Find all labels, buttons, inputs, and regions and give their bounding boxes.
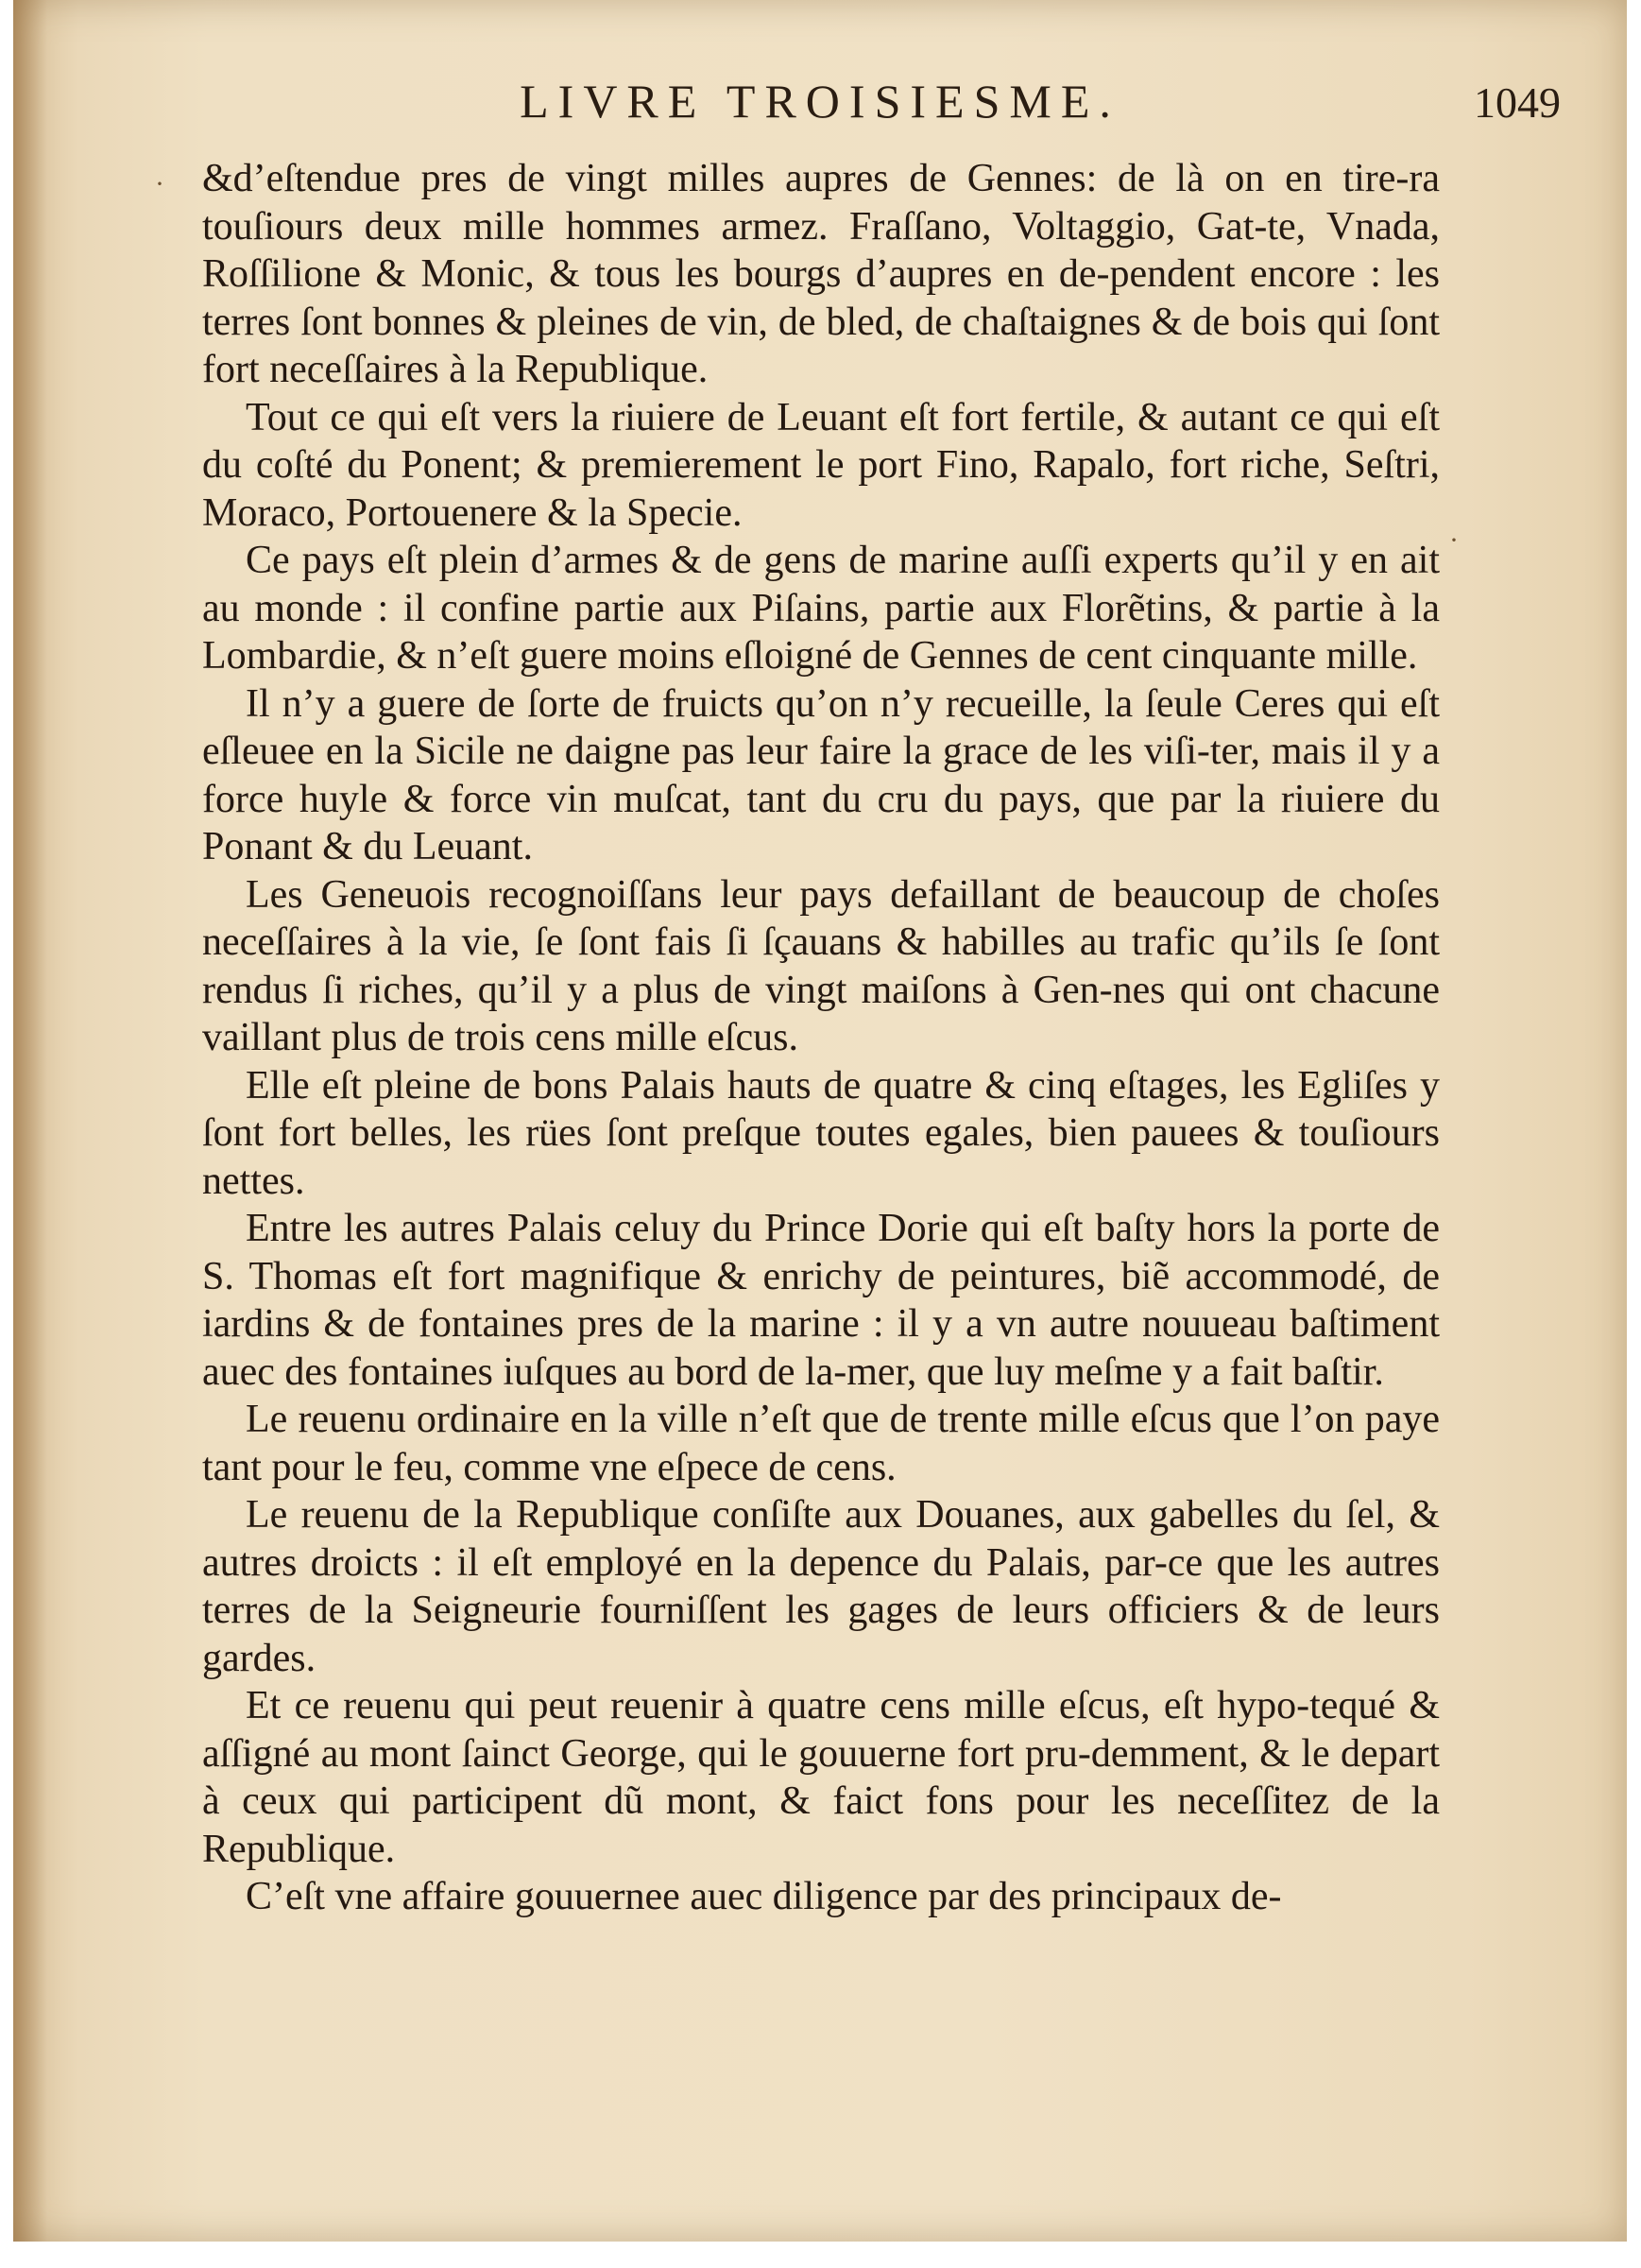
paragraph: C’eſt vne affaire gouuernee auec diligence par des principaux de- [246, 1875, 1282, 1918]
paragraph: Les Geneuois recognoiſſans leur pays defaillant de beaucoup de choſes neceſſaires à la vie, ſe ſont fais ſi ſçauans & habilles au trafic qu’ils ſe ſont rendus ſi riches, qu’il y a plus de vingt maiſons à Gen-nes qui ont chacune vaillant plus de trois cens mille eſcus. [202, 872, 1440, 1059]
margin-dot-mark: · [1449, 524, 1459, 556]
page-header [13, 74, 1627, 140]
paragraph: Et ce reuenu qui peut reuenir à quatre cens mille eſcus, eſt hypo-tequé & aſſigné au mont ſainct George, qui le gouuerne fort pru-demment, & le depart à ceux qui participent dũ mont, & faict fons pour les neceſſitez de la Republique. [202, 1684, 1440, 1871]
margin-dot-mark: · [155, 168, 164, 199]
paragraph: Le reuenu ordinaire en la ville n’eſt que de trente mille eſcus que l’on paye tant pour le feu, comme vne eſpece de cens. [202, 1398, 1440, 1489]
running-title: LIVRE TROISIESME. [520, 75, 1120, 128]
page-number: 1049 [1474, 78, 1561, 127]
paragraph: Entre les autres Palais celuy du Prince Dorie qui eſt baſty hors la porte de S. Thomas eſt fort magnifique & enrichy de peintures, biẽ accommodé, de iardins & de fontaines pres de la marine : il y a vn autre nouueau baſtiment auec des fontaines iuſques au bord de la-mer, que luy meſme y a fait baſtir. [202, 1207, 1440, 1394]
body-text [202, 155, 1440, 1921]
paragraph: Elle eſt pleine de bons Palais hauts de quatre & cinq eſtages, les Egliſes y ſont fort belles, les rües ſont preſque toutes egales, bien pauees & touſiours nettes. [202, 1063, 1440, 1203]
book-page [13, 0, 1627, 2242]
paragraph: Tout ce qui eſt vers la riuiere de Leuant eſt fort fertile, & autant ce qui eſt du coſté du Ponent; & premierement le port Fino, Rapalo, fort riche, Seſtri, Moraco, Portouenere & la Specie. [202, 395, 1440, 535]
paragraph: &d’eſtendue pres de vingt milles aupres de Gennes: de là on en tire-ra touſiours deux mille hommes armez. Fraſſano, Voltaggio, Gat-te, Vnada, Roſſilione & Monic, & tous les bourgs d’aupres en de-pendent encore : les terres ſont bonnes & pleines de vin, de bled, de chaſtaignes & de bois qui ſont fort neceſſaires à la Republique. [202, 157, 1440, 391]
paragraph: Le reuenu de la Republique conſiſte aux Douanes, aux gabelles du ſel, & autres droicts : il eſt employé en la depence du Palais, par-ce que les autres terres de la Seigneurie fourniſſent les gages de leurs officiers & de leurs gardes. [202, 1493, 1440, 1680]
paragraph: Il n’y a guere de ſorte de fruicts qu’on n’y recueille, la ſeule Ceres qui eſt eſleuee en la Sicile ne daigne pas leur faire la grace de les viſi-ter, mais il y a force huyle & force vin muſcat, tant du cru du pays, que par la riuiere du Ponant & du Leuant. [202, 681, 1440, 868]
paragraph: Ce pays eſt plein d’armes & de gens de marine auſſi experts qu’il y en ait au monde : il confine partie aux Piſains, partie aux Florẽtins, & partie à la Lombardie, & n’eſt guere moins eſloigné de Gennes de cent cinquante mille. [202, 539, 1440, 678]
